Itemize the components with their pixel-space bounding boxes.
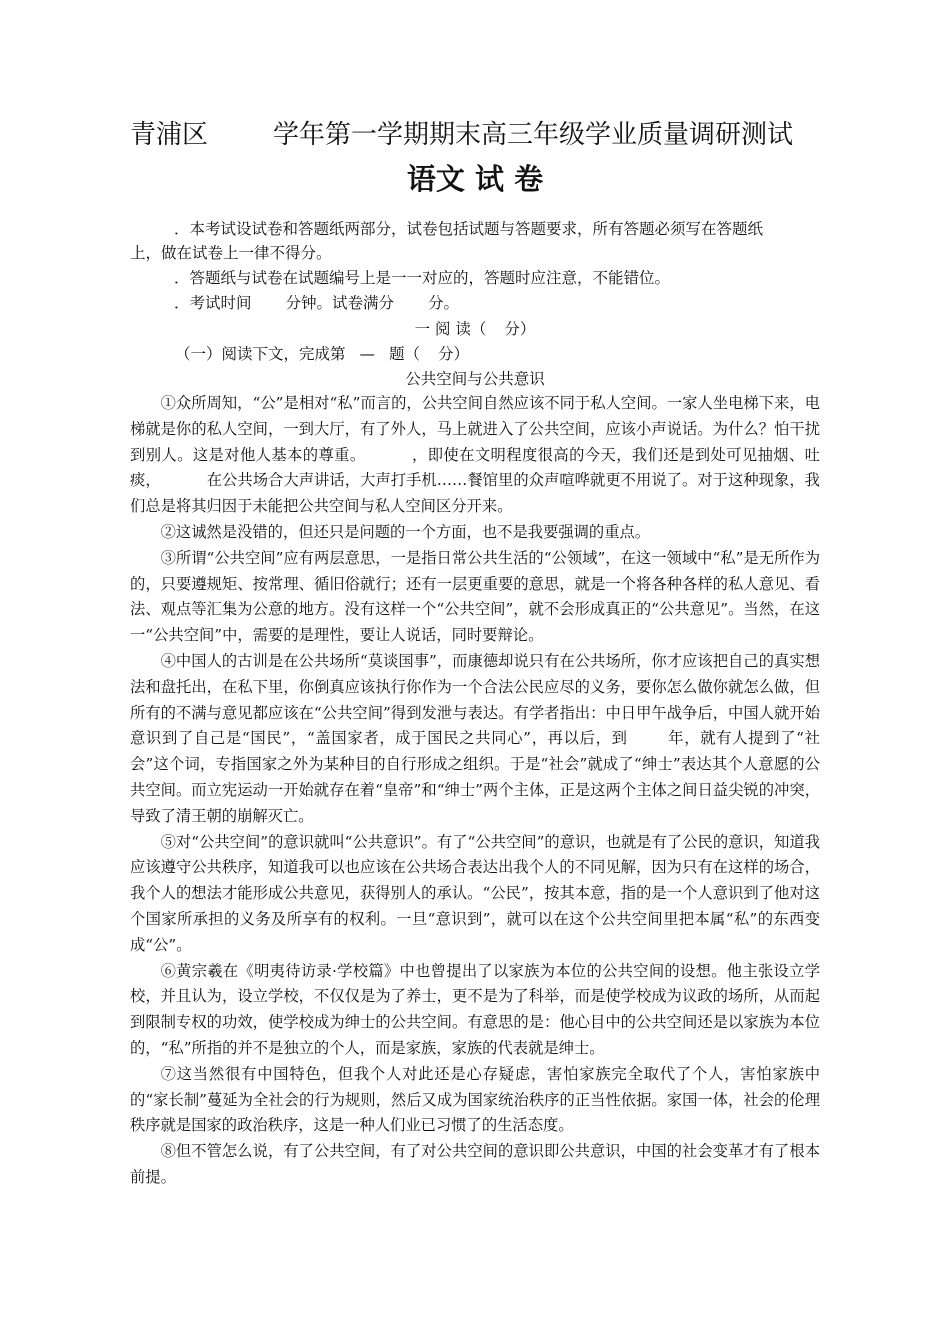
section-heading-a: 一 阅 读（ [414, 320, 487, 338]
subject-title: 语文 试 卷 [406, 162, 544, 196]
sub-section-heading [175, 342, 469, 366]
paragraph-6: ⑥黄宗羲在《明夷待访录·学校篇》中也曾提出了以家族为本位的公共空间的设想。他主张设立学校，并且认为，设立学校，不仅仅是为了养士，更不是为了科举，而是使学校成为议政的场所，从而起到限制专权的功效，使学校成为绅士的公共空间。有意思的是：他心目中的公共空间还是以家族为本位的，“私”所指的并不是独立的个人，而是家族，家族的代表就是绅士。 [130, 961, 820, 1057]
paragraph-1-a: ①众所周知，“公”是相对“私”而言的，公共空间自然应该不同于私人空间。一家人坐电梯下来，电梯就是你的私人空间，一到大厅，有了外人，马上就进入了公共空间，应该小声说话。为什么？怕干扰到别人。这是对他人基本的尊重。 [130, 394, 820, 464]
exam-name: 学年第一学期期末高三年级学业质量调研测试 [273, 120, 794, 150]
paragraph-7: ⑦这当然很有中国特色，但我个人对此还是心存疑虑，害怕家族完全取代了个人，害怕家族中的“家长制”蔓延为全社会的行为规则，然后又成为国家统治秩序的正当性依据。家国一体，社会的伦理秩序就是国家的政治秩序，这是一种人们业已习惯了的生活态度。 [130, 1064, 820, 1135]
paragraph-4-b: 年，就有人提到了“社会”这个词，专指国家之外为某种目的自行形成之组织。于是“社会”就成了“绅士”表达其个人意愿的公共空间。而立宪运动一开始就存在着“皇帝”和“绅士”两个主体，正是这两个主体之间日益尖锐的冲突，导致了清王朝的崩解灭亡。 [130, 729, 820, 825]
instruction-3-part-a: ．考试时间 [174, 294, 252, 312]
instruction-1-text: ．本考试设试卷和答题纸两部分，试卷包括试题与答题要求，所有答题必须写在答题纸 [174, 220, 764, 238]
paragraph-1 [130, 391, 820, 520]
instruction-2-text: ．答题纸与试卷在试题编号上是一一对应的，答题时应注意，不能错位。 [174, 269, 671, 287]
instruction-3-part-c: 分。 [428, 294, 460, 312]
paragraph-3: ③所谓“公共空间”应有两层意思，一是指日常公共生活的“公领域”，在这一领域中“私”是无所作为的，只要遵规矩、按常理、循旧俗就行；还有一层更重要的意思，就是一个将各种各样的私人意见、看法、观点等汇集为公意的地方。没有这样一个“公共空间”，就不会形成真正的“公共意见”。当然，在这一“公共空间”中，需要的是理性，要让人说话，同时要辩论。 [130, 548, 820, 645]
section-heading-b: 分） [504, 320, 536, 338]
paragraph-1-b: ，即使在文明程度很高的今天，我们还是到处可见抽烟、吐痰， [130, 445, 820, 490]
district-name: 青浦区 [130, 120, 209, 150]
paragraph-4-a: ④中国人的古训是在公共场所“莫谈国事”，而康德却说只有在公共场所，你才应该把自己的真实想法和盘托出，在私下里，你倒真应该执行你作为一个合法公民应尽的义务，要你怎么做你就怎么做，但所有的不满与意见都应该在“公共空间”得到发泄与表达。有学者指出：中日甲午战争后，中国人就开始意识到了自己是“国民”，“盖国家者，成于国民之共同心”，再以后，到 [130, 651, 820, 748]
paragraph-5: ⑤对“公共空间”的意识就叫“公共意识”。有了“公共空间”的意识，也就是有了公民的意识，知道我应该遵守公共秩序，知道我可以也应该在公共场合表达出我个人的不同见解，因为只有在这样的场合，我个人的想法才能形成公共意见，获得别人的承认。“公民”，按其本意，指的是一个人意识到了他对这个国家所承担的义务及所享有的权利。一旦“意识到”，就可以在这个公共空间里把本属“私”的东西变成“公”。 [130, 832, 820, 954]
article-body [130, 391, 820, 1191]
instruction-3-part-b: 分钟。试卷满分 [285, 294, 395, 312]
article-title: 公共空间与公共意识 [405, 370, 545, 388]
sub-heading-d: 分） [438, 345, 470, 363]
instruction-1-continued [130, 241, 820, 265]
paragraph-2: ②这诚然是没错的，但还只是问题的一个方面，也不是我要强调的重点。 [160, 522, 651, 541]
instruction-3 [130, 291, 820, 315]
instruction-2 [130, 266, 820, 290]
sub-heading-c: 题（ [389, 345, 421, 363]
paragraph-8: ⑧但不管怎么说，有了公共空间，有了对公共空间的意识即公共意识，中国的社会变革才有了根本前提。 [130, 1142, 820, 1186]
exam-header [130, 118, 820, 152]
sub-heading-b: — [359, 345, 376, 363]
paragraph-1-c: 在公共场合大声讲话，大声打手机……餐馆里的众声喧哗就更不用说了。对于这种现象，我们总是将其归因于未能把公共空间与私人空间区分开来。 [130, 471, 820, 516]
paragraph-4 [130, 649, 820, 830]
section-heading [0, 317, 950, 341]
sub-heading-a: （一）阅读下文，完成第 [175, 345, 346, 363]
instruction-1-cont-text: 上，做在试卷上一律不得分。 [130, 244, 332, 262]
instruction-1 [130, 217, 820, 241]
